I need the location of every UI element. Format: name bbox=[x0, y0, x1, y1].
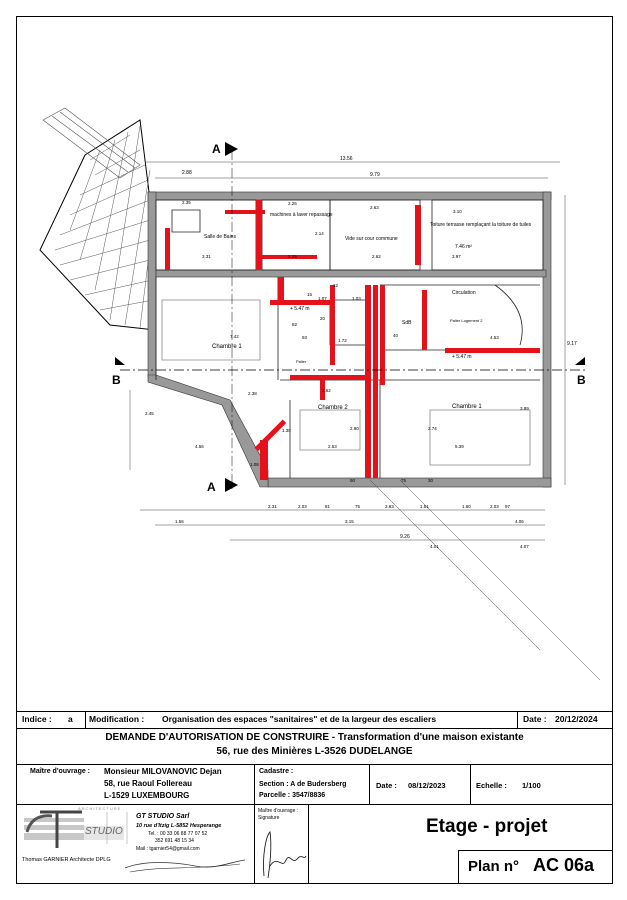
bottom-dim-label: 75 bbox=[355, 504, 361, 509]
room-vide: Vide sur cour commune bbox=[345, 236, 398, 242]
terrace-hatch bbox=[40, 120, 155, 330]
studio-name: GT STUDIO Sarl bbox=[136, 813, 190, 820]
dim-bottom: 9.26 bbox=[400, 534, 410, 540]
dim-label: 1.03 bbox=[352, 296, 361, 301]
dim-label: 5.39 bbox=[455, 444, 464, 449]
bottom-dim-label: 2.03 bbox=[490, 504, 499, 509]
dim-left: 2.88 bbox=[182, 170, 192, 176]
architect: Thomas GARNIER Architecte DPLG bbox=[22, 857, 111, 863]
tb-v5 bbox=[470, 764, 471, 804]
tb-line-top bbox=[16, 711, 613, 712]
bottom-dim-label: 81 bbox=[325, 504, 331, 509]
dim-label: 3.97 bbox=[452, 254, 461, 259]
sheet-title: Etage - projet bbox=[426, 816, 548, 837]
room-chambre1-right: Chambre 1 bbox=[452, 404, 482, 410]
cadastre-parcelle: Parcelle : 3547/8836 bbox=[259, 792, 326, 799]
owner-signature bbox=[256, 826, 308, 882]
dim-label: 2.62 bbox=[372, 254, 381, 259]
dim-inner: 9.79 bbox=[370, 172, 380, 178]
dim-label: 4.56 bbox=[195, 444, 204, 449]
dim-label: 3.31 bbox=[202, 254, 211, 259]
floor-plan bbox=[17, 17, 612, 710]
indice-label: Indice : bbox=[22, 714, 52, 724]
tb-line-3 bbox=[16, 764, 613, 765]
dim-label: 15 bbox=[307, 292, 313, 297]
date2-value: 08/12/2023 bbox=[408, 781, 446, 790]
section-b-right: B bbox=[577, 373, 586, 387]
cadastre-label: Cadastre : bbox=[259, 768, 294, 775]
studio-mail: Mail : tgarnier54@gmail.com bbox=[136, 846, 200, 852]
bottom-dim-label: 1.60 bbox=[462, 504, 471, 509]
tb-v6 bbox=[254, 804, 255, 884]
dim-label: 2.14 bbox=[315, 231, 324, 236]
architect-signature bbox=[120, 852, 250, 880]
dim-label: 2.53 bbox=[328, 444, 337, 449]
room-sdb-bains: Salle de Bains bbox=[204, 234, 236, 240]
bottom-dim-label: 2.63 bbox=[385, 504, 394, 509]
dim-label: 12 bbox=[333, 283, 339, 288]
tb-v4 bbox=[369, 764, 370, 804]
tb-v2 bbox=[517, 711, 518, 728]
maitre-addr2: L-1529 LUXEMBOURG bbox=[104, 791, 190, 800]
dim-label: 3.89 bbox=[520, 406, 529, 411]
room-toiture: Toiture terrasse remplaçant la toiture de tuiles bbox=[430, 222, 532, 228]
room-machines: machines à laver repassage bbox=[270, 212, 333, 218]
plan-number: AC 06a bbox=[533, 855, 595, 875]
plan-label: Plan n° bbox=[468, 858, 520, 875]
level-marker-2: + 5.47 m bbox=[452, 354, 472, 360]
bottom-dim-label: 1.51 bbox=[420, 504, 429, 509]
room-palier: Palier bbox=[296, 359, 307, 364]
room-circulation: Circulation bbox=[452, 290, 476, 296]
tb-line-2 bbox=[16, 728, 613, 729]
dim-label: 2.25 bbox=[288, 201, 297, 206]
cadastre-section: Section : A de Budersberg bbox=[259, 781, 347, 788]
dim-right: 9.17 bbox=[567, 341, 577, 347]
dim-label: 2.35 bbox=[182, 200, 191, 205]
tb-v1 bbox=[85, 711, 86, 728]
dim-label: 3.10 bbox=[453, 209, 462, 214]
logo-studio-text: STUDIO bbox=[85, 826, 123, 837]
bottom-dim-label: 2.31 bbox=[268, 504, 277, 509]
dim-label: 1.08 bbox=[250, 462, 259, 467]
dim-label: 4.53 bbox=[490, 335, 499, 340]
room-chambre2: Chambre 2 bbox=[318, 405, 348, 411]
modification-label: Modification : bbox=[89, 714, 145, 724]
signature-sub: Signature bbox=[258, 815, 280, 821]
bottom-dim-label: 2.03 bbox=[298, 504, 307, 509]
section-a-top: A bbox=[212, 142, 221, 156]
dim-label: 2.45 bbox=[145, 411, 154, 416]
new-walls bbox=[165, 200, 540, 480]
studio-addr: 10 rue d'Itzig L-5852 Hesperange bbox=[136, 823, 222, 829]
tb-line-4 bbox=[16, 804, 613, 805]
tb-v8 bbox=[458, 850, 459, 884]
dim-label: 7.42 bbox=[230, 334, 239, 339]
bottom-dim-label: 1.56 bbox=[175, 519, 184, 524]
dim-label: 30 bbox=[428, 478, 434, 483]
echelle-value: 1/100 bbox=[522, 781, 541, 790]
dim-label: 1.30 bbox=[282, 428, 291, 433]
bottom-dim-label: 3.15 bbox=[345, 519, 354, 524]
date-label: Date : bbox=[523, 714, 547, 724]
tb-v7 bbox=[308, 804, 309, 884]
dim-label: 2.74 bbox=[428, 426, 437, 431]
maitre-addr1: 58, rue Raoul Follereau bbox=[104, 779, 193, 788]
dim-label: 2.38 bbox=[248, 391, 257, 396]
room-palier-logement: Palier Logement 2 bbox=[450, 318, 483, 323]
section-b-left: B bbox=[112, 373, 121, 387]
studio-tel2: 352 691 48 15 34 bbox=[155, 838, 194, 844]
dim-label: 2.90 bbox=[350, 426, 359, 431]
tb-v3 bbox=[254, 764, 255, 804]
dim-overall: 13.56 bbox=[340, 156, 353, 162]
level-marker-1: + 5.47 m bbox=[290, 306, 310, 312]
date-value: 20/12/2024 bbox=[555, 714, 598, 724]
room-sdb: SdB bbox=[402, 320, 412, 326]
dim-label: 75 bbox=[401, 478, 407, 483]
modification-text: Organisation des espaces "sanitaires" et de la largeur des escaliers bbox=[162, 714, 437, 724]
dim-label: 82 bbox=[292, 322, 298, 327]
bottom-dim-label: 97 bbox=[505, 504, 511, 509]
bottom-dim-label: 4.06 bbox=[515, 519, 524, 524]
dim-label: 2.63 bbox=[370, 205, 379, 210]
tb-h-plan bbox=[458, 850, 613, 851]
echelle-label: Echelle : bbox=[476, 781, 507, 790]
dim-label: 4.01 bbox=[430, 544, 439, 549]
dim-label: 1.72 bbox=[338, 338, 347, 343]
dim-label: 2.62 bbox=[322, 388, 331, 393]
dim-label: 90 bbox=[350, 478, 356, 483]
studio-tel: Tel. : 00 33 06 88 77 07 52 bbox=[148, 831, 208, 837]
logo-small-text: ARCHITECTURE bbox=[78, 806, 122, 811]
dim-label: 93 bbox=[302, 335, 308, 340]
signature-label: Maître d'ouvrage : bbox=[258, 808, 299, 814]
room-toiture-area: 7.46 m² bbox=[455, 244, 472, 250]
indice-value: a bbox=[68, 714, 73, 724]
date2-label: Date : bbox=[376, 781, 397, 790]
dim-label: 40 bbox=[393, 333, 399, 338]
dim-label: 4.07 bbox=[520, 544, 529, 549]
demande-line2: 56, rue des Minières L-3526 DUDELANGE bbox=[216, 746, 413, 757]
dim-label: 1.07 bbox=[318, 296, 327, 301]
maitre-name: Monsieur MILOVANOVIC Dejan bbox=[104, 767, 222, 776]
room-chambre1-left: Chambre 1 bbox=[212, 344, 242, 350]
section-line-b bbox=[115, 357, 585, 370]
maitre-label: Maître d'ouvrage : bbox=[30, 768, 91, 775]
dim-label: 20 bbox=[320, 316, 326, 321]
dim-label: 2.25 bbox=[288, 254, 297, 259]
section-a-bottom: A bbox=[207, 480, 216, 494]
demande-line1: DEMANDE D'AUTORISATION DE CONSTRUIRE - Transformation d'une maison existante bbox=[105, 732, 524, 743]
